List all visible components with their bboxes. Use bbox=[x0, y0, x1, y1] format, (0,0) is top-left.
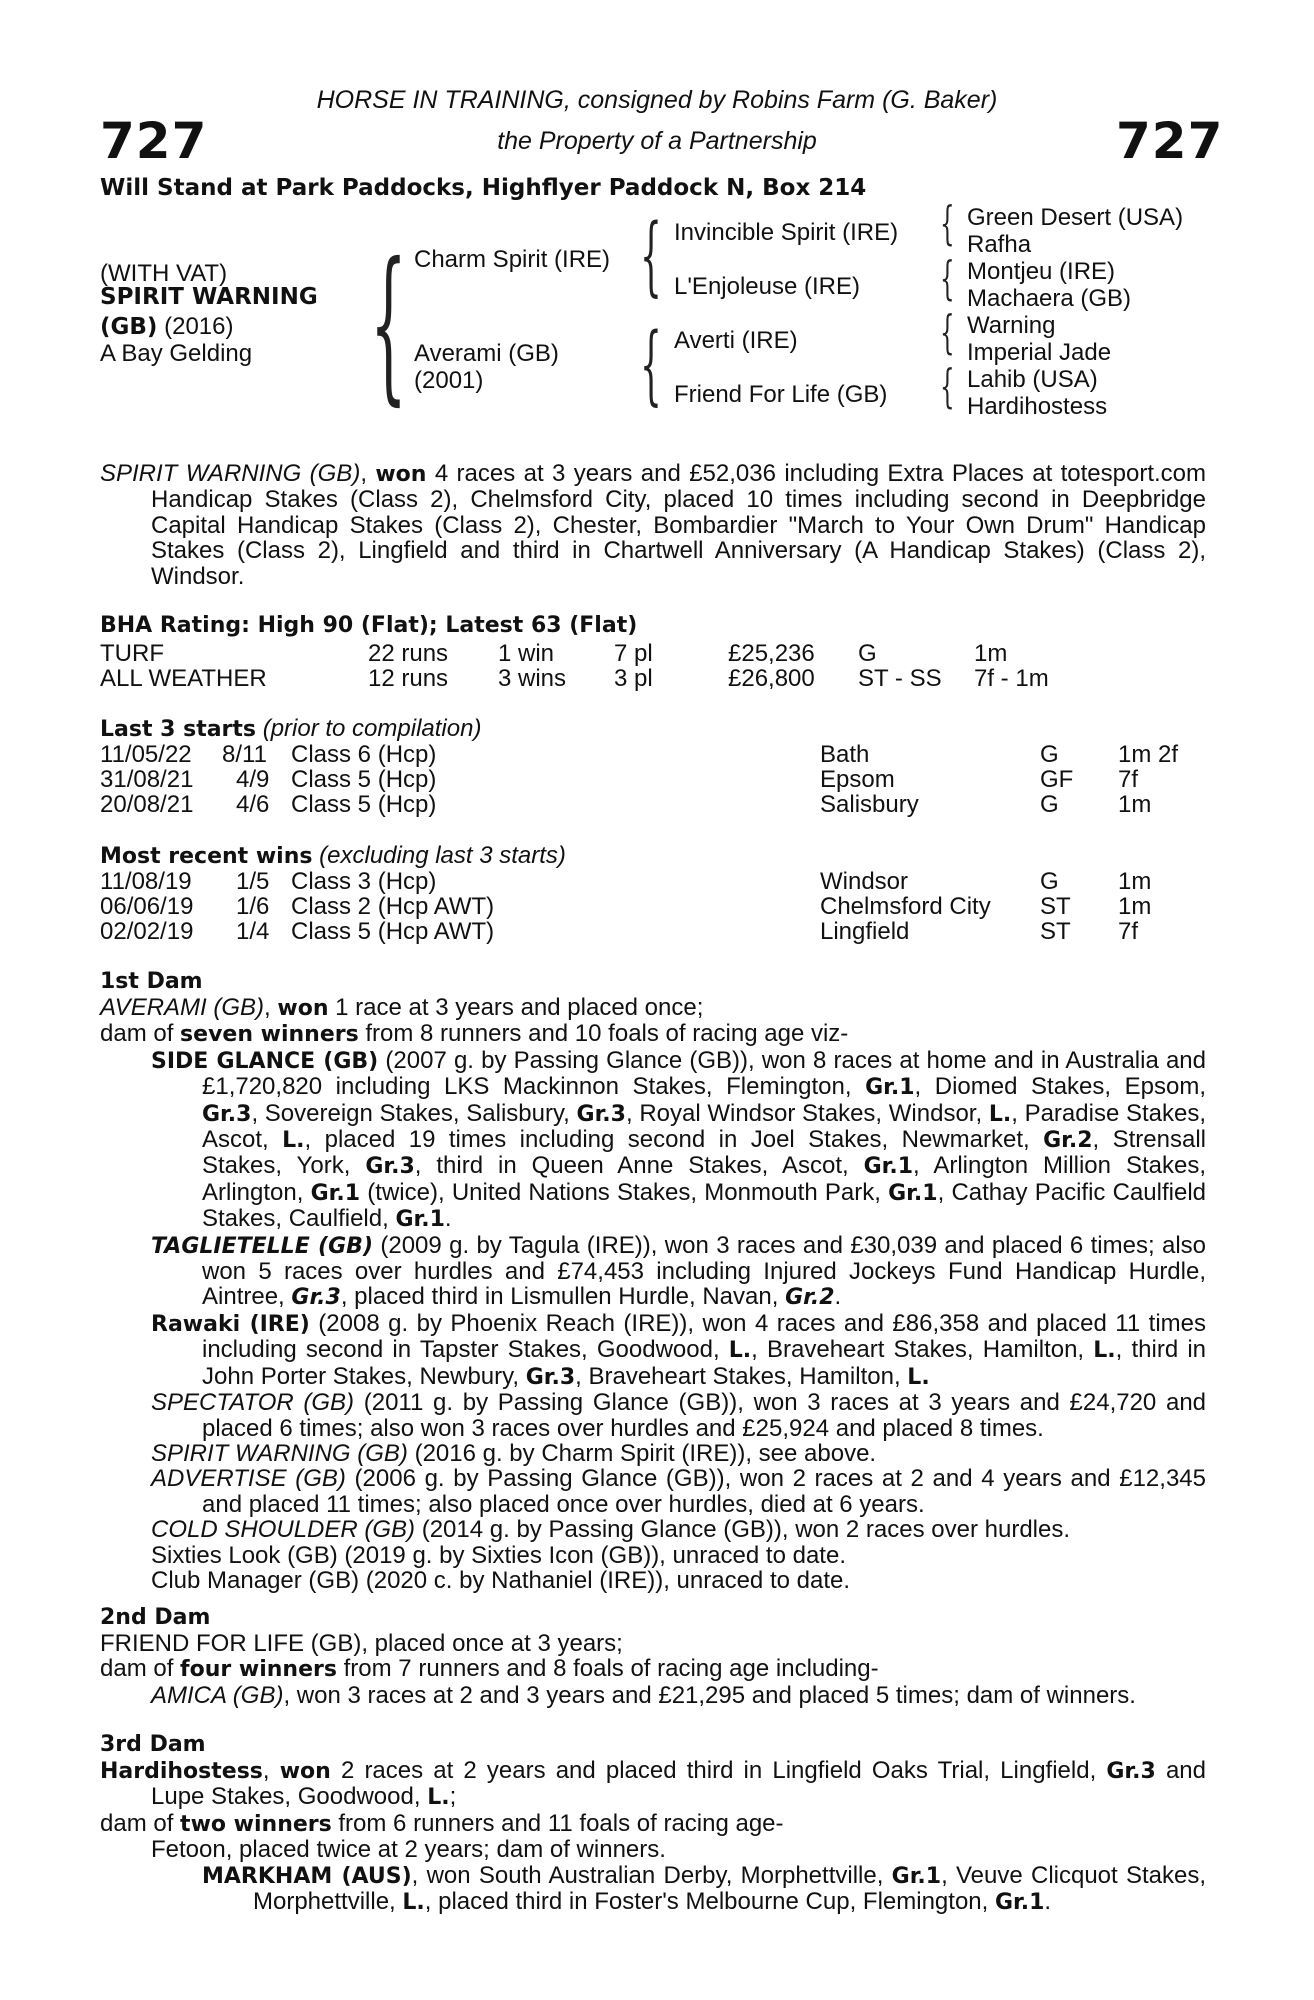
pedigree-gg-7: Lahib (USA) bbox=[967, 366, 1098, 393]
property-line: the Property of a Partnership bbox=[497, 127, 817, 155]
race-position: 4/9 bbox=[236, 766, 270, 793]
pedigree-brace-g2: { bbox=[940, 251, 955, 305]
pedigree-brace-g1: { bbox=[940, 196, 955, 250]
pedigree-brace-dam: { bbox=[640, 315, 662, 415]
rating-prize: £25,236 bbox=[728, 640, 815, 667]
race-course: Epsom bbox=[820, 766, 895, 793]
race-date: 20/08/21 bbox=[100, 791, 194, 818]
race-class: Class 2 (Hcp AWT) bbox=[291, 893, 495, 920]
progeny-spirit-warning: SPIRIT WARNING (GB) (2016 g. by Charm Spirit (IRE)), see above. bbox=[151, 1439, 877, 1467]
race-distance: 1m bbox=[1118, 893, 1152, 920]
race-distance: 7f bbox=[1118, 766, 1139, 793]
first-dam-title: 1st Dam bbox=[100, 969, 203, 994]
bha-rating-title: BHA Rating: High 90 (Flat); Latest 63 (Flat) bbox=[100, 613, 638, 638]
race-distance: 7f bbox=[1118, 918, 1139, 945]
race-going: GF bbox=[1040, 766, 1074, 793]
race-going: G bbox=[1040, 741, 1059, 768]
pedigree-sire-dam: L'Enjoleuse (IRE) bbox=[674, 273, 860, 300]
race-course: Salisbury bbox=[820, 791, 919, 818]
progeny-sixties-look: Sixties Look (GB) (2019 g. by Sixties Icon (GB)), unraced to date. bbox=[151, 1541, 846, 1569]
pedigree-sire: Charm Spirit (IRE) bbox=[414, 246, 611, 273]
rating-wins: 1 win bbox=[498, 640, 555, 667]
race-course: Lingfield bbox=[820, 918, 910, 945]
rating-going: ST - SS bbox=[858, 665, 942, 692]
rating-wins: 3 wins bbox=[498, 665, 567, 692]
rating-placed: 7 pl bbox=[614, 640, 653, 667]
rating-distance: 7f - 1m bbox=[974, 665, 1049, 692]
progeny-rawaki: Rawaki (IRE) (2008 g. by Phoenix Reach (IRE)), won 4 races and £86,358 and placed 11 times including second in Tapster Stakes, Goodwood, L., Braveheart Stakes, Hamilton, L., third in John Porter Stakes, Newbury, Gr.3, Braveheart Stakes, Hamilton, L. bbox=[151, 1309, 1206, 1390]
pedigree-sire-sire: Invincible Spirit (IRE) bbox=[674, 219, 899, 246]
race-going: ST bbox=[1040, 918, 1071, 945]
pedigree-brace-g3: { bbox=[940, 305, 955, 359]
race-position: 1/4 bbox=[236, 918, 270, 945]
progeny-club-manager: Club Manager (GB) (2020 c. by Nathaniel (IRE)), unraced to date. bbox=[151, 1566, 850, 1594]
race-distance: 1m bbox=[1118, 791, 1152, 818]
progeny-cold-shoulder: COLD SHOULDER (GB) (2014 g. by Passing Glance (GB)), won 2 races over hurdles. bbox=[151, 1516, 1071, 1544]
race-course: Bath bbox=[820, 741, 870, 768]
rating-surface: TURF bbox=[100, 640, 164, 667]
pedigree-brace-g4: { bbox=[940, 359, 955, 413]
pedigree-dam-year: (2001) bbox=[414, 367, 484, 394]
rating-runs: 22 runs bbox=[368, 640, 449, 667]
pedigree-gg-8: Hardihostess bbox=[967, 393, 1108, 420]
second-dam-produce: dam of four winners from 7 runners and 8 foals of racing age including- bbox=[100, 1655, 879, 1683]
recent-wins-title: Most recent wins (excluding last 3 starts) bbox=[100, 842, 566, 869]
third-dam-section bbox=[100, 1758, 1206, 1915]
race-going: ST bbox=[1040, 893, 1071, 920]
race-distance: 1m 2f bbox=[1118, 741, 1179, 768]
stand-line: Will Stand at Park Paddocks, Highflyer Paddock N, Box 214 bbox=[100, 175, 867, 201]
progeny-side-glance: SIDE GLANCE (GB) (2007 g. by Passing Glance (GB)), won 8 races at home and in Australia and £1,720,820 including LKS Mackinnon Stakes, Flemington, Gr.1, Diomed Stakes, Epsom, Gr.3, Sovereign Stakes, Salisbury, Gr.3, Royal Windsor Stakes, Windsor, L., Paradise Stakes, Ascot, L., placed 19 times including second in Joel Stakes, Newmarket, Gr.2, Strensall Stakes, York, Gr.3, third in Queen Anne Stakes, Ascot, Gr.1, Arlington Million Stakes, Arlington, Gr.1 (twice), United Nations Stakes, Monmouth Park, Gr.1, Cathay Pacific Caulfield Stakes, Caulfield, Gr.1. bbox=[151, 1046, 1207, 1233]
race-going: G bbox=[1040, 868, 1059, 895]
race-date: 06/06/19 bbox=[100, 893, 194, 920]
pedigree-gg-3: Montjeu (IRE) bbox=[967, 258, 1116, 285]
pedigree-gg-1: Green Desert (USA) bbox=[967, 204, 1184, 231]
race-class: Class 3 (Hcp) bbox=[291, 868, 437, 895]
pedigree-dam-sire: Averti (IRE) bbox=[674, 327, 798, 354]
race-class: Class 5 (Hcp) bbox=[291, 791, 437, 818]
pedigree-dam: Averami (GB) bbox=[414, 340, 559, 367]
race-course: Chelmsford City bbox=[820, 893, 991, 920]
race-class: Class 5 (Hcp) bbox=[291, 766, 437, 793]
race-position: 8/11 bbox=[222, 741, 267, 768]
pedigree-gg-6: Imperial Jade bbox=[967, 339, 1112, 366]
progeny-taglietelle: TAGLIETELLE (GB) (2009 g. by Tagula (IRE)), won 3 races and £30,039 and placed 6 times; also won 5 races over hurdles and £74,453 including Injured Jockeys Fund Handicap Hurdle, Aintree, Gr.3, placed third in Lismullen Hurdle, Navan, Gr.2. bbox=[151, 1231, 1206, 1311]
race-summary: SPIRIT WARNING (GB), won 4 races at 3 years and £52,036 including Extra Places at totesport.com Handicap Stakes (Class 2), Chelmsford City, placed 10 times including second in Deepbridge Capital Handicap Stakes (Class 2), Chester, Bombardier "March to Your Own Drum" Handicap Stakes (Class 2), Lingfield and third in Chartwell Anniversary (A Handicap Stakes) (Class 2), Windsor. bbox=[100, 460, 1206, 590]
race-date: 02/02/19 bbox=[100, 918, 194, 945]
pedigree-dam-dam: Friend For Life (GB) bbox=[674, 381, 888, 408]
progeny-advertise: ADVERTISE (GB) (2006 g. by Passing Glance (GB)), won 2 races at 2 and 4 years and £12,345 and placed 11 times; also placed once over hurdles, died at 6 years. bbox=[151, 1465, 1206, 1518]
rating-distance: 1m bbox=[974, 640, 1008, 667]
race-position: 1/6 bbox=[236, 893, 270, 920]
race-class: Class 6 (Hcp) bbox=[291, 741, 437, 768]
rating-surface: ALL WEATHER bbox=[100, 665, 267, 692]
progeny-markham: MARKHAM (AUS), won South Australian Derby, Morphettville, Gr.1, Veuve Clicquot Stakes, Morphettville, L., placed third in Foster's Melbourne Cup, Flemington, Gr.1. bbox=[202, 1861, 1206, 1916]
pedigree-brace-main: { bbox=[370, 228, 407, 421]
race-date: 11/05/22 bbox=[100, 741, 192, 768]
first-dam-intro: AVERAMI (GB), won 1 race at 3 years and placed once; bbox=[100, 994, 704, 1021]
third-dam-title: 3rd Dam bbox=[100, 1732, 206, 1757]
race-position: 4/6 bbox=[236, 791, 270, 818]
race-date: 11/08/19 bbox=[100, 868, 192, 895]
race-course: Windsor bbox=[820, 868, 909, 895]
pedigree-gg-5: Warning bbox=[967, 312, 1056, 339]
pedigree-brace-sire: { bbox=[640, 206, 662, 306]
race-position: 1/5 bbox=[236, 868, 270, 895]
race-class: Class 5 (Hcp AWT) bbox=[291, 918, 495, 945]
progeny-amica: AMICA (GB), won 3 races at 2 and 3 years and £21,295 and placed 5 times; dam of winners. bbox=[151, 1681, 1136, 1709]
third-dam-intro: Hardihostess, won 2 races at 2 years and placed third in Lingfield Oaks Trial, Lingfield, Gr.3 and Lupe Stakes, Goodwood, L.; bbox=[100, 1757, 1206, 1811]
consignment-line: HORSE IN TRAINING, consigned by Robins Farm (G. Baker) bbox=[316, 86, 998, 114]
horse-country-year: (GB) (2016) bbox=[100, 313, 234, 340]
vat-label: (WITH VAT) bbox=[100, 260, 228, 287]
second-dam-intro: FRIEND FOR LIFE (GB), placed once at 3 years; bbox=[100, 1630, 623, 1657]
horse-name: SPIRIT WARNING bbox=[100, 284, 318, 310]
pedigree-gg-4: Machaera (GB) bbox=[967, 285, 1132, 312]
second-dam-title: 2nd Dam bbox=[100, 1605, 211, 1630]
progeny-fetoon: Fetoon, placed twice at 2 years; dam of winners. bbox=[151, 1836, 666, 1864]
second-dam-section bbox=[100, 1631, 1206, 1708]
horse-description: A Bay Gelding bbox=[100, 340, 253, 367]
rating-prize: £26,800 bbox=[728, 665, 815, 692]
lot-number-right: 727 bbox=[1116, 112, 1224, 170]
pedigree-gg-2: Rafha bbox=[967, 231, 1032, 258]
lot-number-left: 727 bbox=[100, 112, 208, 170]
rating-runs: 12 runs bbox=[368, 665, 449, 692]
progeny-spectator: SPECTATOR (GB) (2011 g. by Passing Glance (GB)), won 3 races at 3 years and £24,720 and placed 6 times; also won 3 races over hurdles and £25,924 and placed 8 times. bbox=[151, 1389, 1207, 1442]
rating-placed: 3 pl bbox=[614, 665, 653, 692]
race-distance: 1m bbox=[1118, 868, 1152, 895]
race-date: 31/08/21 bbox=[100, 766, 194, 793]
third-dam-produce: dam of two winners from 6 runners and 11 foals of racing age- bbox=[100, 1809, 784, 1837]
race-going: G bbox=[1040, 791, 1059, 818]
first-dam-produce: dam of seven winners from 8 runners and 10 foals of racing age viz- bbox=[100, 1020, 849, 1048]
last3-title: Last 3 starts (prior to compilation) bbox=[100, 715, 482, 742]
first-dam-section bbox=[100, 995, 1206, 1593]
rating-going: G bbox=[858, 640, 877, 667]
